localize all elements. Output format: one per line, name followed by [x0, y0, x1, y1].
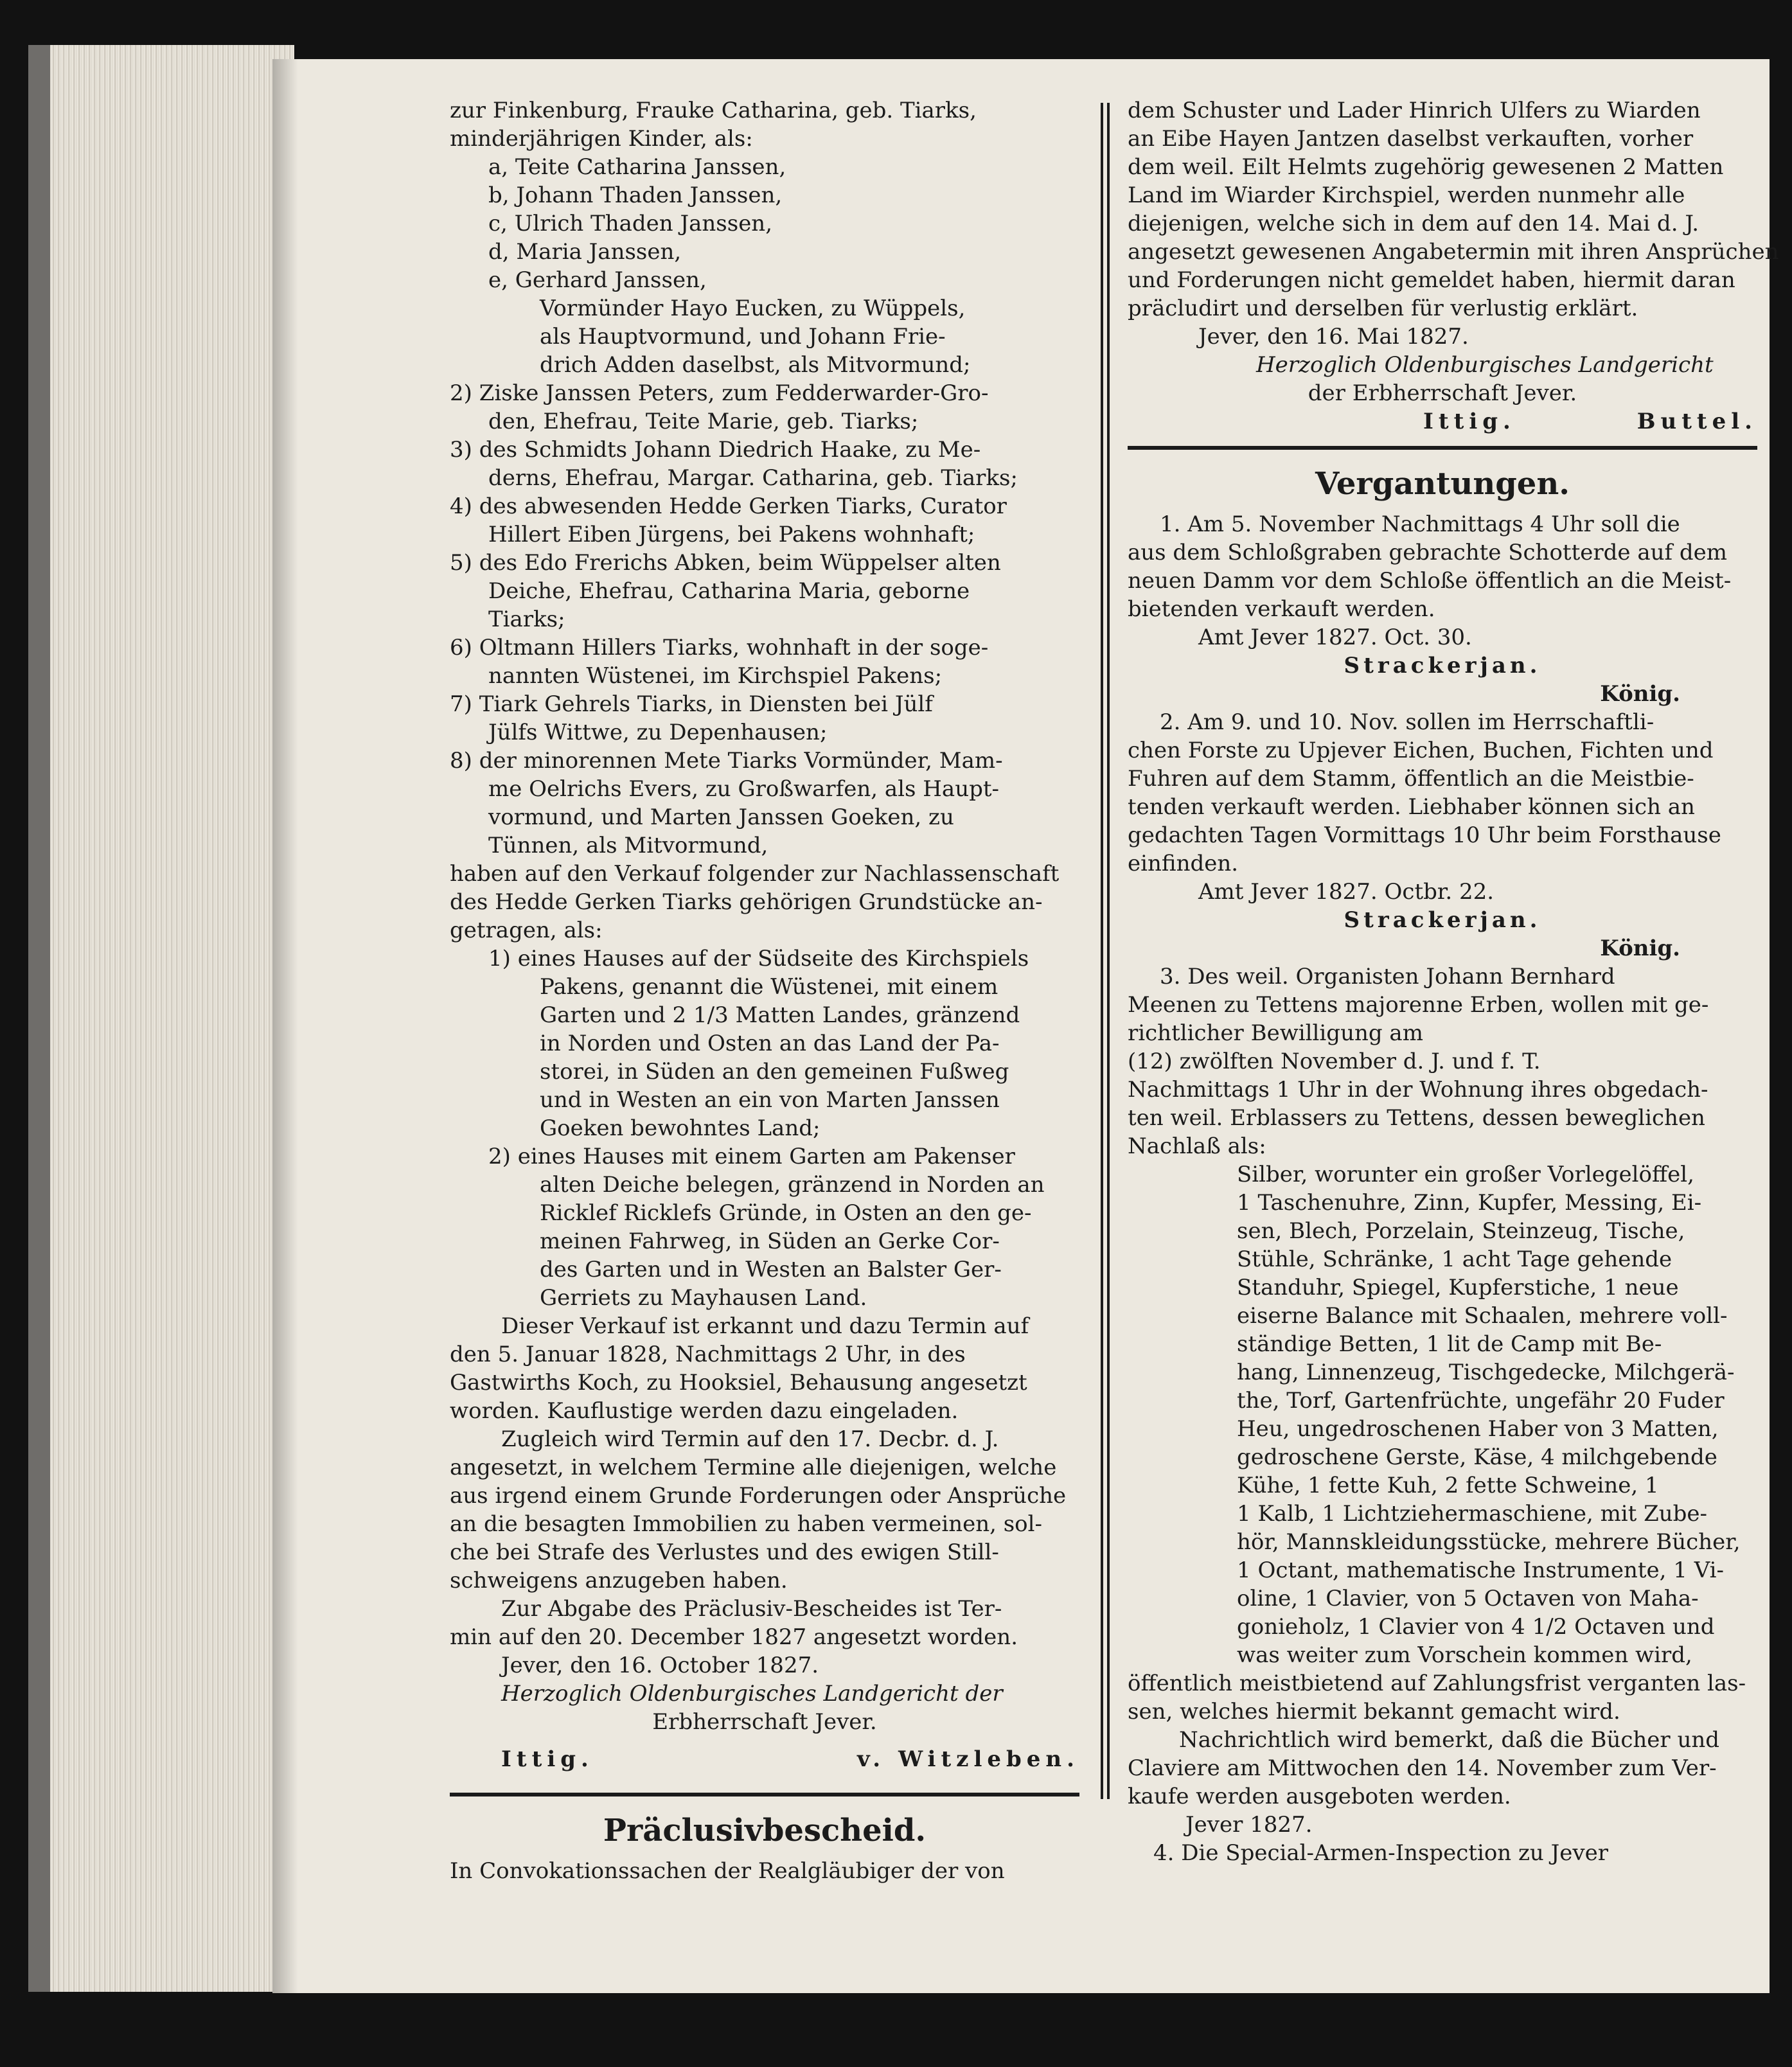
text-line: Land im Wiarder Kirchspiel, werden nunmehr alle [1128, 182, 1685, 208]
text-line: (12) zwölften November d. J. und f. T. [1128, 1049, 1541, 1074]
left-last-line: In Convokationssachen der Realgläubiger der von [450, 1858, 1005, 1884]
left-sig-ittig: Ittig. [501, 1746, 594, 1772]
text-line: sen, Blech, Porzelain, Steinzeug, Tische, [1237, 1218, 1685, 1244]
text-line: 2) eines Hauses mit einem Garten am Pakenser [488, 1144, 1015, 1169]
book-page-edges [28, 45, 294, 1992]
text-line: diejenigen, welche sich in dem auf den 14. Mai d. J. [1128, 211, 1699, 236]
text-line: 1 Taschenuhre, Zinn, Kupfer, Messing, Ei- [1237, 1190, 1702, 1216]
text-line: Jever 1827. [1185, 1812, 1313, 1838]
left-text-block [450, 96, 1079, 1736]
left-signatures [450, 1745, 1079, 1773]
text-line: derns, Ehefrau, Margar. Catharina, geb. Tiarks; [488, 465, 1018, 491]
text-line: und in Westen an ein von Marten Janssen [540, 1087, 1000, 1113]
text-line: angesetzt, in welchem Termine alle diejenigen, welche [450, 1455, 1057, 1480]
text-line: der Erbherrschaft Jever. [1308, 380, 1577, 406]
text-line: Zugleich wird Termin auf den 17. Decbr. d. J. [501, 1426, 999, 1452]
text-line: Meenen zu Tettens majorenne Erben, wollen mit ge- [1128, 992, 1709, 1018]
text-line: Gastwirths Koch, zu Hooksiel, Behausung angesetzt [450, 1370, 1027, 1396]
text-line: 7) Tiark Gehrels Tiarks, in Diensten bei Jülf [450, 691, 933, 717]
text-line: vormund, und Marten Janssen Goeken, zu [488, 804, 954, 830]
text-line: Herzoglich Oldenburgisches Landgericht [1256, 352, 1714, 378]
text-line: Tünnen, als Mitvormund, [488, 833, 768, 858]
text-line: Zur Abgabe des Präclusiv-Bescheides ist Ter- [501, 1596, 1002, 1622]
text-line: che bei Strafe des Verlustes und des ewigen Still- [450, 1539, 999, 1565]
left-heading-praeclusivbescheid: Präclusivbescheid. [603, 1813, 927, 1849]
text-line: chen Forste zu Upjever Eichen, Buchen, Fichten und [1128, 738, 1714, 763]
gutter-shadow [272, 59, 298, 1993]
column-divider [1101, 103, 1110, 1799]
text-line: drich Adden daselbst, als Mitvormund; [540, 352, 971, 378]
text-line: 8) der minorennen Mete Tiarks Vormünder, Mam- [450, 748, 1003, 774]
right-sig-ittig: Ittig. [1423, 409, 1516, 434]
text-line: Fuhren auf dem Stamm, öffentlich an die Meistbie- [1128, 766, 1694, 792]
right-text-block-1 [1128, 96, 1779, 407]
right-sig-buttel: Buttel. [1637, 409, 1757, 434]
text-line: an Eibe Hayen Jantzen daselbst verkauften, vorher [1128, 126, 1694, 152]
text-line: meinen Fahrweg, in Süden an Gerke Cor- [540, 1229, 1000, 1254]
right-section-rule [1128, 446, 1757, 450]
text-line: Gerriets zu Mayhausen Land. [540, 1285, 867, 1311]
right-text-block-2 [1128, 510, 1757, 1867]
text-line: aus dem Schloßgraben gebrachte Schotterde auf dem [1128, 540, 1728, 565]
text-line: 2. Am 9. und 10. Nov. sollen im Herrschaftli- [1160, 709, 1654, 735]
text-line: 3) des Schmidts Johann Diedrich Haake, zu Me- [450, 437, 981, 463]
text-line: richtlicher Bewilligung am [1128, 1020, 1423, 1046]
text-line: an die besagten Immobilien zu haben vermeinen, sol- [450, 1511, 1043, 1537]
text-line: als Hauptvormund, und Johann Frie- [540, 324, 946, 350]
text-line: hör, Mannskleidungsstücke, mehrere Bücher, [1237, 1529, 1741, 1555]
text-line: Pakens, genannt die Wüstenei, mit einem [540, 974, 998, 1000]
text-line: dem Schuster und Lader Hinrich Ulfers zu Wiarden [1128, 98, 1701, 123]
text-line: neuen Damm vor dem Schloße öffentlich an die Meist- [1128, 568, 1732, 594]
text-line: worden. Kauflustige werden dazu eingeladen. [450, 1398, 959, 1424]
right-column [1128, 96, 1779, 1867]
text-line: c, Ulrich Thaden Janssen, [488, 211, 773, 236]
text-line: a, Teite Catharina Janssen, [488, 154, 786, 180]
text-line: gedroschene Gerste, Käse, 4 milchgebende [1237, 1444, 1717, 1470]
text-line: des Hedde Gerken Tiarks gehörigen Grundstücke an- [450, 889, 1043, 915]
text-line: Heu, ungedroschenen Haber von 3 Matten, [1237, 1416, 1719, 1442]
text-line: Jever, den 16. October 1827. [501, 1653, 819, 1678]
text-line: 1 Kalb, 1 Lichtziehermaschiene, mit Zube- [1237, 1501, 1708, 1527]
text-line: präcludirt und derselben für verlustig erklärt. [1128, 296, 1638, 321]
text-line: 4) des abwesenden Hedde Gerken Tiarks, Curator [450, 493, 1007, 519]
text-line: Tiarks; [488, 607, 565, 632]
text-line: angesetzt gewesenen Angabetermin mit ihren Ansprüchen [1128, 239, 1779, 265]
text-line: bietenden verkauft werden. [1128, 596, 1435, 622]
text-line: schweigens anzugeben haben. [450, 1568, 788, 1593]
text-line: und Forderungen nicht gemeldet haben, hiermit daran [1128, 267, 1735, 293]
text-line: Claviere am Mittwochen den 14. November zum Ver- [1128, 1755, 1717, 1781]
text-line: b, Johann Thaden Janssen, [488, 182, 783, 208]
text-line: alten Deiche belegen, gränzend in Norden an [540, 1172, 1045, 1198]
text-line: hang, Linnenzeug, Tischgedecke, Milchgerä- [1237, 1360, 1735, 1385]
text-line: Nachrichtlich wird bemerkt, daß die Bücher und [1179, 1727, 1720, 1753]
text-line: Strackerjan. [1344, 653, 1541, 679]
text-line: haben auf den Verkauf folgender zur Nachlassenschaft [450, 861, 1060, 887]
text-line: Ricklef Ricklefs Gründe, in Osten an den ge- [540, 1200, 1032, 1226]
text-line: tenden verkauft werden. Liebhaber können sich an [1128, 794, 1695, 820]
text-line: Vormünder Hayo Eucken, zu Wüppels, [540, 296, 966, 321]
left-column [450, 96, 1079, 1885]
text-line: me Oelrichs Evers, zu Großwarfen, als Haupt- [488, 776, 1000, 802]
text-line: Silber, worunter ein großer Vorlegelöffel, [1237, 1162, 1694, 1187]
text-line: aus irgend einem Grunde Forderungen oder Ansprüche [450, 1483, 1067, 1509]
text-line: König. [1600, 681, 1680, 707]
text-line: dem weil. Eilt Helmts zugehörig gewesenen 2 Matten [1128, 154, 1724, 180]
text-line: getragen, als: [450, 918, 603, 943]
text-line: Amt Jever 1827. Oct. 30. [1198, 625, 1472, 650]
text-line: Herzoglich Oldenburgisches Landgericht der [501, 1681, 1003, 1707]
text-line: sen, welches hiermit bekannt gemacht wird. [1128, 1699, 1620, 1725]
text-line: Amt Jever 1827. Octbr. 22. [1198, 879, 1495, 905]
text-line: 4. Die Special-Armen-Inspection zu Jever [1153, 1840, 1608, 1866]
text-line: ten weil. Erblassers zu Tettens, dessen beweglichen [1128, 1105, 1705, 1131]
text-line: 6) Oltmann Hillers Tiarks, wohnhaft in der soge- [450, 635, 989, 661]
right-signatures [1128, 407, 1757, 436]
text-line: in Norden und Osten an das Land der Pa- [540, 1031, 1000, 1056]
text-line: Hillert Eiben Jürgens, bei Pakens wohnhaft; [488, 522, 975, 547]
text-line: ständige Betten, 1 lit de Camp mit Be- [1237, 1331, 1662, 1357]
text-line: Nachmittags 1 Uhr in der Wohnung ihres obgedach- [1128, 1077, 1708, 1103]
text-line: 1. Am 5. November Nachmittags 4 Uhr soll die [1160, 511, 1680, 537]
text-line: den 5. Januar 1828, Nachmittags 2 Uhr, in des [450, 1342, 966, 1367]
text-line: Deiche, Ehefrau, Catharina Maria, geborne [488, 578, 970, 604]
text-line: Garten und 2 1/3 Matten Landes, gränzend [540, 1002, 1020, 1028]
text-line: Goeken bewohntes Land; [540, 1115, 821, 1141]
text-line: minderjährigen Kinder, als: [450, 126, 753, 152]
text-line: Jülfs Wittwe, zu Depenhausen; [488, 720, 828, 745]
text-line: Dieser Verkauf ist erkannt und dazu Termin auf [501, 1313, 1029, 1339]
text-line: e, Gerhard Janssen, [488, 267, 707, 293]
text-line: Kühe, 1 fette Kuh, 2 fette Schweine, 1 [1237, 1473, 1659, 1498]
left-sig-witzleben: v. Witzleben. [856, 1746, 1079, 1772]
text-line: 2) Ziske Janssen Peters, zum Fedderwarder-Gro- [450, 380, 989, 406]
text-line: kaufe werden ausgeboten werden. [1128, 1784, 1511, 1809]
text-line: 5) des Edo Frerichs Abken, beim Wüppelser alten [450, 550, 1001, 576]
text-line: the, Torf, Gartenfrüchte, ungefähr 20 Fuder [1237, 1388, 1725, 1414]
text-line: gonieholz, 1 Clavier von 4 1/2 Octaven und [1237, 1614, 1715, 1640]
text-line: einfinden. [1128, 851, 1239, 876]
text-line: gedachten Tagen Vormittags 10 Uhr beim Forsthause [1128, 822, 1721, 848]
text-line: oline, 1 Clavier, von 5 Octaven von Maha- [1237, 1586, 1699, 1611]
text-line: min auf den 20. December 1827 angesetzt worden. [450, 1624, 1018, 1650]
text-line: Jever, den 16. Mai 1827. [1198, 324, 1469, 350]
text-line: Standuhr, Spiegel, Kupferstiche, 1 neue [1237, 1275, 1679, 1300]
text-line: eiserne Balance mit Schaalen, mehrere voll- [1237, 1303, 1728, 1329]
text-line: storei, in Süden an den gemeinen Fußweg [540, 1059, 1009, 1085]
text-line: Stühle, Schränke, 1 acht Tage gehende [1237, 1246, 1672, 1272]
text-line: 1 Octant, mathematische Instrumente, 1 Vi- [1237, 1557, 1725, 1583]
text-line: Erbherrschaft Jever. [652, 1709, 877, 1735]
right-heading-vergantungen: Vergantungen. [1315, 466, 1570, 502]
text-line: König. [1600, 936, 1680, 961]
text-line: was weiter zum Vorschein kommen wird, [1237, 1642, 1692, 1668]
text-line: Nachlaß als: [1128, 1133, 1266, 1159]
text-line: den, Ehefrau, Teite Marie, geb. Tiarks; [488, 409, 919, 434]
text-line: öffentlich meistbietend auf Zahlungsfrist verganten las- [1128, 1671, 1746, 1696]
text-line: zur Finkenburg, Frauke Catharina, geb. Tiarks, [450, 98, 977, 123]
text-line: des Garten und in Westen an Balster Ger- [540, 1257, 1002, 1282]
text-line: 1) eines Hauses auf der Südseite des Kirchspiels [488, 946, 1029, 971]
text-line: 3. Des weil. Organisten Johann Bernhard [1160, 964, 1615, 989]
text-line: d, Maria Janssen, [488, 239, 682, 265]
left-section-rule [450, 1793, 1079, 1796]
text-line: Strackerjan. [1344, 907, 1541, 933]
text-line: nannten Wüstenei, im Kirchspiel Pakens; [488, 663, 943, 689]
